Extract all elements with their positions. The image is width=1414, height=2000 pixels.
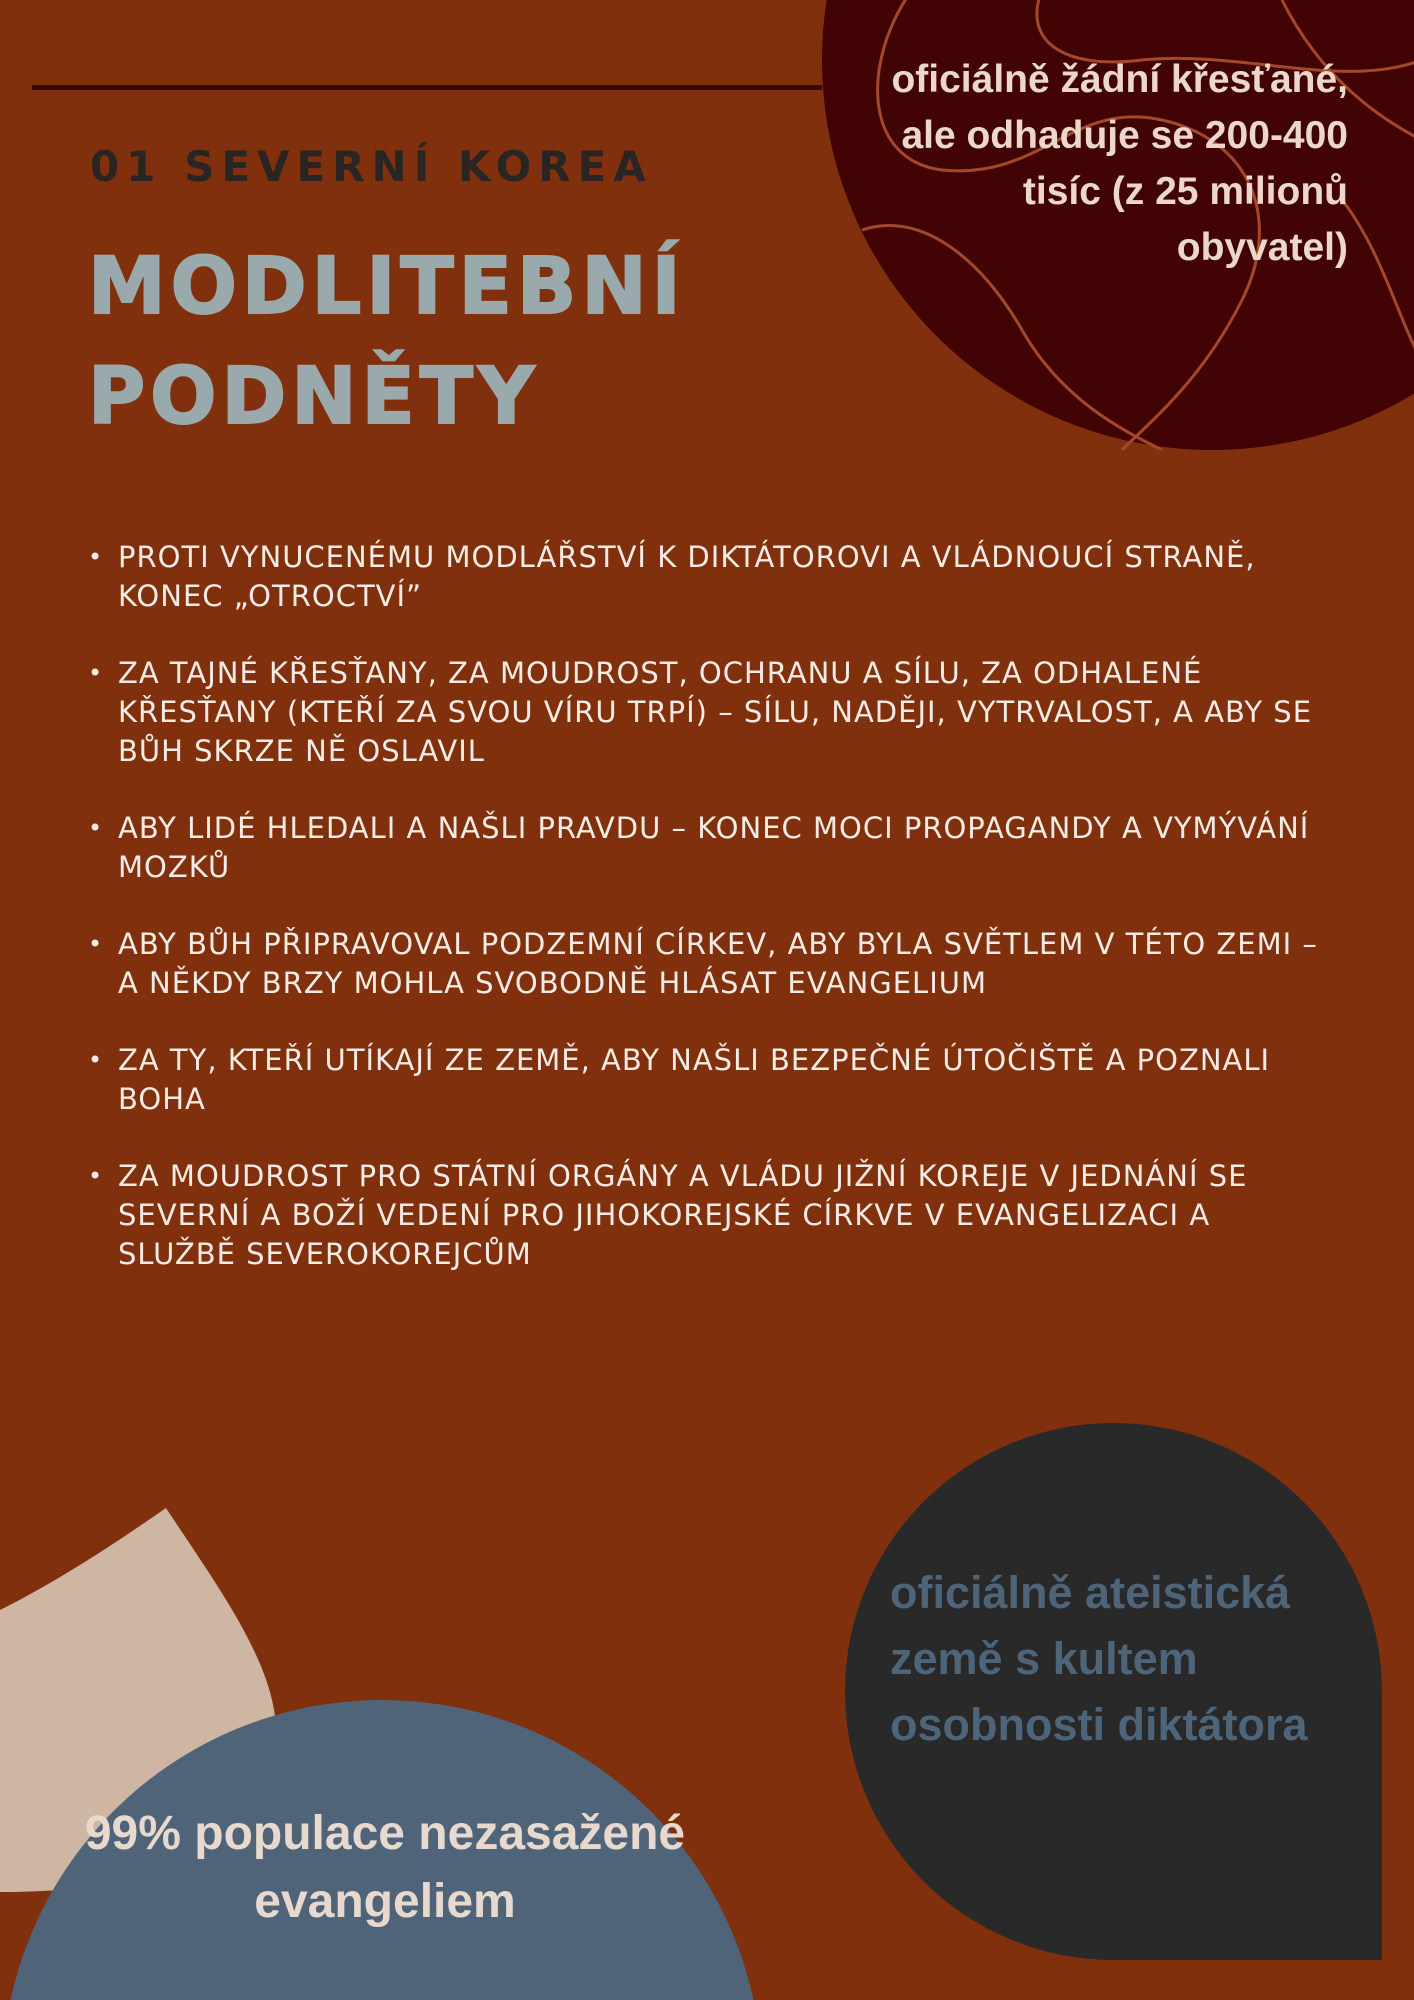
- bullet-icon: •: [88, 543, 104, 571]
- prayer-point-text: ABY LIDÉ HLEDALI A NAŠLI PRAVDU – KONEC MOCI PROPAGANDY A VYMÝVÁNÍ MOZKŮ: [118, 811, 1310, 884]
- prayer-point: [88, 1041, 1328, 1119]
- section-label: 01 SEVERNÍ KOREA: [90, 142, 653, 191]
- christians-estimate-stat: oficiálně žádní křesťané, ale odhaduje se 200-400 tisíc (z 25 milionů obyvatel): [891, 58, 1348, 269]
- prayer-point-text: ZA MOUDROST PRO STÁTNÍ ORGÁNY A VLÁDU JIŽNÍ KOREJE V JEDNÁNÍ SE SEVERNÍ A BOŽÍ VEDENÍ PRO JIHOKOREJSKÉ CÍRKVE V EVANGELIZACI A SLUŽBĚ SEVEROKOREJCŮM: [118, 1159, 1248, 1271]
- unreached-population-stat: 99% populace nezasažené evangeliem: [84, 1807, 686, 1928]
- bullet-icon: •: [88, 659, 104, 687]
- prayer-point-text: ZA TY, KTEŘÍ UTÍKAJÍ ZE ZEMĚ, ABY NAŠLI BEZPEČNÉ ÚTOČIŠTĚ A POZNALI BOHA: [118, 1043, 1271, 1116]
- prayer-point: [88, 925, 1328, 1003]
- top-rule-divider: [32, 85, 822, 90]
- prayer-points-list: [88, 538, 1328, 1312]
- title-line-1: MODLITEBNÍ: [88, 242, 686, 332]
- prayer-point-text: PROTI VYNUCENÉMU MODLÁŘSTVÍ K DIKTÁTOROVI A VLÁDNOUCÍ STRANĚ, KONEC „OTROCTVÍ”: [118, 540, 1256, 613]
- prayer-point-text: ZA TAJNÉ KŘESŤANY, ZA MOUDROST, OCHRANU A SÍLU, ZA ODHALENÉ KŘESŤANY (KTEŘÍ ZA SVOU VÍRU TRPÍ) – SÍLU, NADĚJI, VYTRVALOST, A ABY SE BŮH SKRZE NĚ OSLAVIL: [118, 656, 1313, 768]
- bullet-icon: •: [88, 1046, 104, 1074]
- prayer-point: [88, 538, 1328, 616]
- prayer-point: [88, 809, 1328, 887]
- bullet-icon: •: [88, 930, 104, 958]
- bullet-icon: •: [88, 1162, 104, 1190]
- prayer-point-text: ABY BŮH PŘIPRAVOVAL PODZEMNÍ CÍRKEV, ABY BYLA SVĚTLEM V TÉTO ZEMI – A NĚKDY BRZY MOHLA SVOBODNĚ HLÁSAT EVANGELIUM: [118, 927, 1318, 1000]
- prayer-point: [88, 654, 1328, 771]
- bullet-icon: •: [88, 814, 104, 842]
- title-line-2: PODNĚTY: [88, 352, 540, 442]
- page-title: [88, 232, 686, 452]
- atheist-state-stat: oficiálně ateistická země s kultem osobnosti diktátora: [890, 1567, 1308, 1750]
- prayer-point: [88, 1157, 1328, 1274]
